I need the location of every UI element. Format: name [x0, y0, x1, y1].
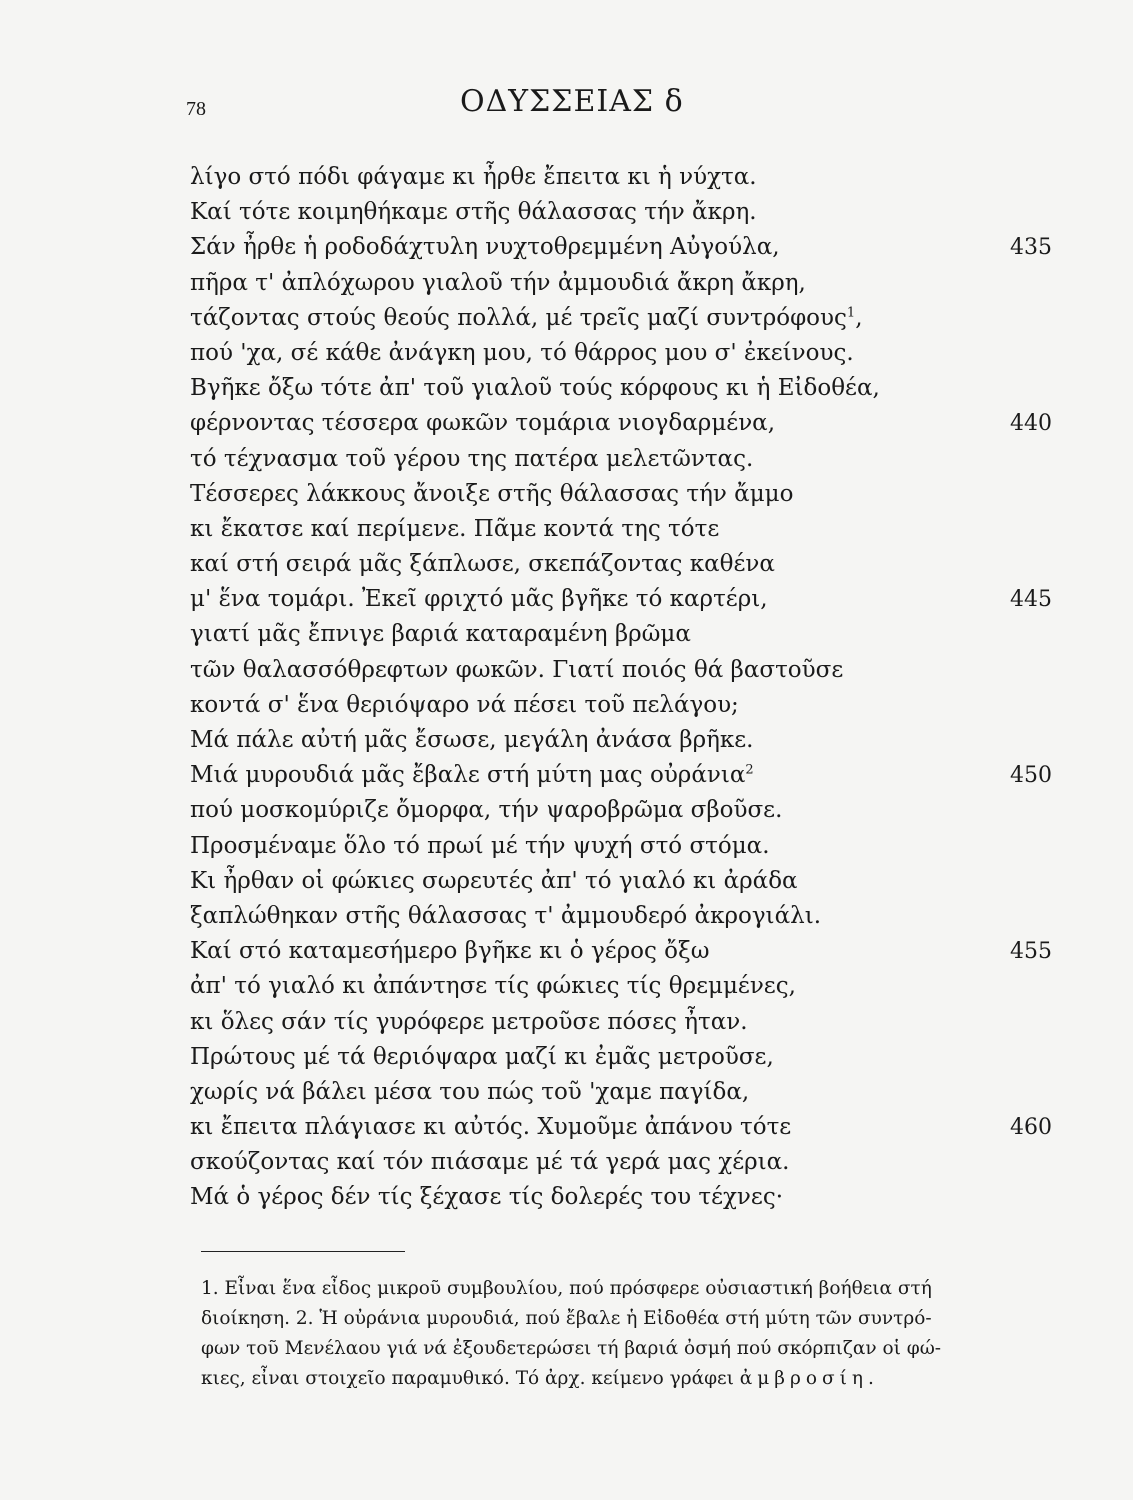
verse-text: Τέσσερες λάκκους ἄνοιξε στῆς θάλασσας τήν ἄμμο	[190, 480, 794, 507]
verse-line	[190, 195, 1060, 230]
verse-text: Μά πάλε αὐτή μᾶς ἔσωσε, μεγάλη ἀνάσα βρῆκε.	[190, 727, 754, 753]
verse-text: ξαπλώθηκαν στῆς θάλασσας τ' ἀμμουδερό ἀκρογιάλι.	[190, 902, 822, 929]
verse-text: ἀπ' τό γιαλό κι ἀπάντησε τίς φώκιες τίς θρεμμένες,	[190, 973, 796, 1000]
verse-text: Βγῆκε ὄξω τότε ἀπ' τοῦ γιαλοῦ τούς κόρφους κι ἡ Εἰδοθέα,	[190, 375, 880, 402]
verse-text: κι ὅλες σάν τίς γυρόφερε μετροῦσε πόσες ἦταν.	[190, 1008, 748, 1035]
verse-line	[190, 617, 1060, 652]
verse-text: Καί στό καταμεσήμερο βγῆκε κι ὁ γέρος ὄξω	[190, 938, 710, 965]
verse-text: Σάν ἦρθε ἡ ροδοδάχτυλη νυχτοθρεμμένη Αὐγούλα,	[190, 234, 780, 261]
verse-text: τάζοντας στούς θεούς πολλά, μέ τρεῖς μαζί συντρόφους	[190, 304, 847, 331]
verse-line	[190, 547, 1060, 582]
verse-text: μ' ἕνα τομάρι. Ἐκεῖ φριχτό μᾶς βγῆκε τό καρτέρι,	[190, 586, 768, 613]
verse-text: κι ἔκατσε καί περίμενε. Πᾶμε κοντά της τότε	[190, 515, 720, 542]
verse-line	[190, 1040, 1060, 1075]
line-number: 450	[1010, 763, 1052, 789]
verse-text: Καί τότε κοιμηθήκαμε στῆς θάλασσας τήν ἄκρη.	[190, 199, 757, 226]
verse-line	[190, 864, 1060, 899]
footnote-marker[interactable]: 1	[846, 305, 856, 321]
verse-line	[190, 442, 1060, 477]
verse-text: Μά ὁ γέρος δέν τίς ξέχασε τίς δολερές του τέχνες·	[190, 1184, 784, 1211]
verse-line	[190, 723, 1060, 758]
verse-text: λίγο στό πόδι φάγαμε κι ἦρθε ἔπειτα κι ἡ νύχτα.	[190, 164, 757, 190]
line-number: 455	[1010, 939, 1052, 965]
verse-line	[190, 160, 1060, 195]
footnote-end: .	[867, 1368, 874, 1389]
verse-line	[190, 477, 1060, 512]
verse-line	[190, 266, 1060, 301]
verse-line	[190, 1180, 1060, 1215]
verse-line	[190, 582, 1060, 617]
verse-line	[190, 230, 1060, 265]
page-number: 78	[186, 98, 206, 120]
verse-text: Προσμέναμε ὅλο τό πρωί μέ τήν ψυχή στό στόμα.	[190, 832, 770, 859]
verse-text: κοντά σ' ἕνα θεριόψαρο νά πέσει τοῦ πελάγου;	[190, 691, 739, 718]
verse-text: τό τέχνασμα τοῦ γέρου της πατέρα μελετῶντας.	[190, 445, 754, 472]
line-number: 460	[1010, 1115, 1052, 1141]
verse-text: τῶν θαλασσόθρεφτων φωκῶν. Γιατί ποιός θά βαστοῦσε	[190, 656, 844, 683]
footnote-spaced-word: ἀμβροσίη	[739, 1368, 868, 1389]
verse-line	[190, 793, 1060, 828]
verse-text: κι ἔπειτα πλάγιασε κι αὐτός. Χυμοῦμε ἀπάνου τότε	[190, 1114, 792, 1141]
footnote-line-last	[201, 1364, 1061, 1394]
verse-text-wrapper	[190, 758, 754, 793]
verse-text: πῆρα τ' ἀπλόχωρου γιαλοῦ τήν ἀμμουδιά ἄκρη ἄκρη,	[190, 269, 806, 296]
verse-line	[190, 1145, 1060, 1180]
verse-line	[190, 1110, 1060, 1145]
verse-line	[190, 512, 1060, 547]
verse-text: φέρνοντας τέσσερα φωκῶν τομάρια νιογδαρμένα,	[190, 410, 776, 437]
verse-line	[190, 899, 1060, 934]
footnote-text: κιες, εἶναι στοιχεῖο παραμυθικό. Τό ἀρχ. κείμενο γράφει	[201, 1368, 740, 1389]
verse-line	[190, 758, 1060, 793]
verse-text: καί στή σειρά μᾶς ξάπλωσε, σκεπάζοντας καθένα	[190, 551, 775, 578]
footnote-line: φων τοῦ Μενέλαου γιά νά ἐξουδετερώσει τή βαριά ὀσμή πού σκόρπιζαν οἱ φώ-	[201, 1338, 942, 1359]
verse-line	[190, 934, 1060, 969]
verse-text: Πρώτους μέ τά θεριόψαρα μαζί κι ἐμᾶς μετροῦσε,	[190, 1043, 774, 1070]
verse-line	[190, 688, 1060, 723]
verse-text-wrapper	[190, 301, 863, 336]
verse-text: πού μοσκομύριζε ὄμορφα, τήν ψαροβρῶμα σβοῦσε.	[190, 797, 783, 824]
running-title: ΟΔΥΣΣΕΙΑΣ δ	[460, 84, 684, 119]
verse-line	[190, 1005, 1060, 1040]
verse-line	[190, 301, 1060, 336]
verse-line	[190, 829, 1060, 864]
footnote-marker[interactable]: 2	[745, 762, 754, 778]
footnote-line: 1. Εἶναι ἕνα εἶδος μικροῦ συμβουλίου, πού πρόσφερε οὐσιαστική βοήθεια στή	[201, 1278, 932, 1299]
verse-text-end: ,	[855, 304, 863, 331]
verse-line	[190, 1075, 1060, 1110]
verse-line	[190, 406, 1060, 441]
verse-text: σκούζοντας καί τόν πιάσαμε μέ τά γερά μας χέρια.	[190, 1149, 790, 1176]
verse-line	[190, 969, 1060, 1004]
line-number: 440	[1010, 411, 1052, 437]
verse-text: χωρίς νά βάλει μέσα του πώς τοῦ 'χαμε παγίδα,	[190, 1078, 750, 1105]
footnotes	[201, 1274, 1061, 1394]
verse-line	[190, 371, 1060, 406]
verse-text: Κι ἦρθαν οἱ φώκιες σωρευτές ἀπ' τό γιαλό κι ἀράδα	[190, 867, 798, 894]
verse-line	[190, 336, 1060, 371]
footnote-line: διοίκηση. 2. Ἡ οὐράνια μυρουδιά, πού ἔβαλε ἡ Εἰδοθέα στή μύτη τῶν συντρό-	[201, 1308, 932, 1329]
verse-text: Μιά μυρουδιά μᾶς ἔβαλε στή μύτη μας οὐράνια	[190, 762, 746, 789]
verse-block	[190, 160, 1060, 1216]
verse-text: πού 'χα, σέ κάθε ἀνάγκη μου, τό θάρρος μου σ' ἐκείνους.	[190, 339, 854, 366]
line-number: 435	[1010, 235, 1052, 261]
verse-text: γιατί μᾶς ἔπνιγε βαριά καταραμένη βρῶμα	[190, 621, 691, 648]
line-number: 445	[1010, 587, 1052, 613]
verse-line	[190, 653, 1060, 688]
footnote-divider	[201, 1251, 405, 1252]
